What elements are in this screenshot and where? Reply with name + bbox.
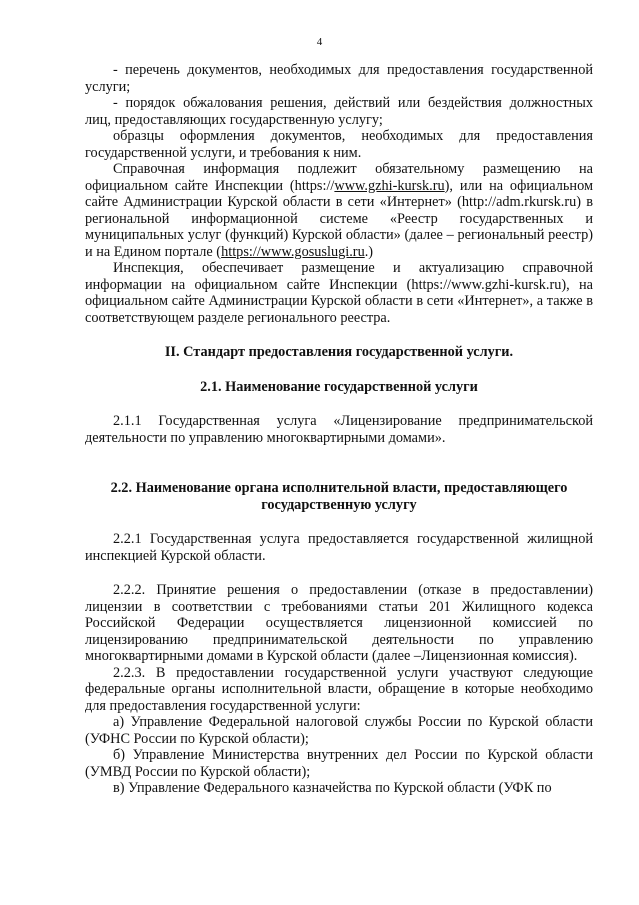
placement-paragraph: Инспекция, обеспечивает размещение и актуализацию справочной информации на официальном сайте Инспекции (https://www.gzhi-kursk.ru), на официальном сайте Администрации Курской области в сети «Интернет», а также в соответствующем разделе регионального реестра. <box>85 260 593 326</box>
list-item-b: б) Управление Министерства внутренних дел России по Курской области (УМВД России по Курской области); <box>85 747 593 780</box>
info-paragraph <box>85 161 593 260</box>
list-item-a: а) Управление Федеральной налоговой службы России по Курской области (УФНС России по Курской области); <box>85 714 593 747</box>
subsection-2-2-title: 2.2. Наименование органа исполнительной власти, предоставляющего государственную услугу <box>110 480 568 513</box>
info-text-2: ), или на официальном сайте Администрации Курской области в сети «Интернет» (http://adm.rkursk.ru) в региональной информационной системе «Реестр государственных и муниципальных услуг (функций) Курской области» (далее – региональный реестр) и на Едином портале ( <box>85 177 593 260</box>
list-item-c: в) Управление Федерального казначейства по Курской области (УФК по <box>113 780 552 796</box>
info-text-1: Справочная информация подлежит обязательному размещению на официальном сайте Инспекции (https:// <box>85 161 593 194</box>
inspection-site-link[interactable]: www.gzhi-kursk.ru <box>334 177 445 194</box>
list-item-samples: образцы оформления документов, необходимых для предоставления государственной услуги, и требования к ним. <box>85 128 593 161</box>
list-item-documents: - перечень документов, необходимых для предоставления государственной услуги; <box>85 62 593 95</box>
document-body <box>85 62 593 797</box>
info-text-3: .) <box>364 243 374 260</box>
section-title: II. Стандарт предоставления государственной услуги. <box>164 344 514 360</box>
list-item-appeal: - порядок обжалования решения, действий или бездействия должностных лиц, предоставляющих государственную услугу; <box>85 95 593 128</box>
page-number: 4 <box>316 36 323 48</box>
paragraph-2-2-2: 2.2.2. Принятие решения о предоставлении (отказе в предоставлении) лицензии в соответствии с требованиями статьи 201 Жилищного кодекса Российской Федерации осуществляется лицензионной комиссией по лицензированию предпринимательской деятельности по управлению многоквартирными домами в Курской области (далее –Лицензионная комиссия). <box>85 582 593 664</box>
subsection-2-1-title: 2.1. Наименование государственной услуги <box>200 378 478 395</box>
paragraph-2-1-1: 2.1.1 Государственная услуга «Лицензирование предпринимательской деятельности по управлению многоквартирными домами». <box>85 413 593 446</box>
gosuslugi-link[interactable]: https://www.gosuslugi.ru <box>221 243 365 260</box>
paragraph-2-2-1: 2.2.1 Государственная услуга предоставляется государственной жилищной инспекцией Курской области. <box>85 531 593 564</box>
paragraph-2-2-3: 2.2.3. В предоставлении государственной услуги участвуют следующие федеральные органы исполнительной власти, обращение в которые необходимо для предоставления государственной услуги: <box>85 664 593 714</box>
